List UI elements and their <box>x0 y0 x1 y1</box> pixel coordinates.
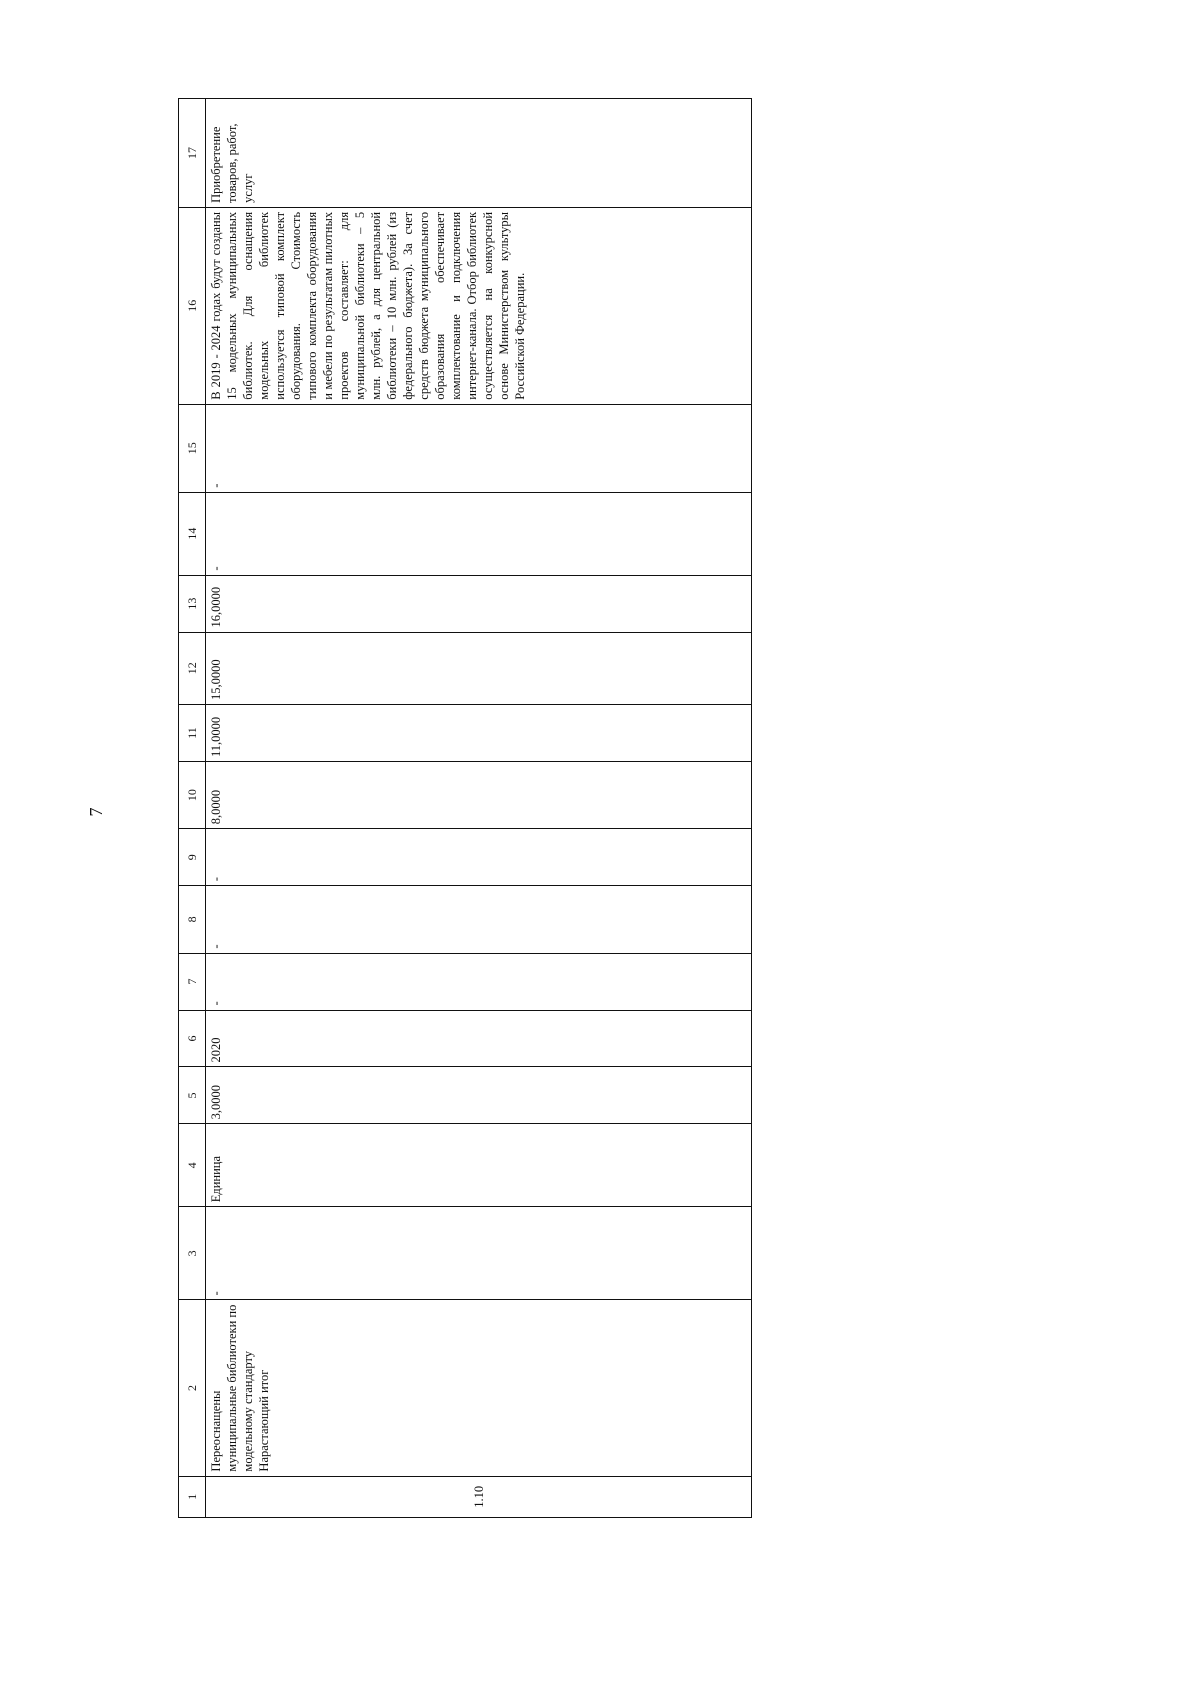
col9-cell: - <box>206 829 752 886</box>
notes-cell: В 2019 - 2024 годах будут созданы 15 модельных муниципальных библиотек. Для оснащения модельных библиотек используется типовой комплект оборудования. Стоимость типового комплекта оборудования и мебели по результатам пилотных проектов составляет: для муниципальной библиотеки – 5 млн. рублей, а для центральной библиотеки – 10 млн. рублей (из федерального бюджета). За счет средств бюджета муниципального образования обеспечивает комплектование и подключения интернет-канала. Отбор библиотек осуществляется на конкурсной основе Министерством культуры Российской Федерации. <box>206 207 752 404</box>
row-number-cell: 1.10 <box>206 1476 752 1517</box>
col15-cell: - <box>206 404 752 492</box>
column-header-4: 4 <box>179 1124 206 1207</box>
base-year-cell: 2020 <box>206 1010 752 1067</box>
col3-cell: - <box>206 1207 752 1300</box>
column-header-7: 7 <box>179 953 206 1010</box>
rotated-table-container <box>178 98 752 1518</box>
column-header-3: 3 <box>179 1207 206 1300</box>
col17-cell: Приобретение товаров, работ, услуг <box>206 99 752 208</box>
header-row <box>179 99 206 1518</box>
column-header-16: 16 <box>179 207 206 404</box>
column-header-17: 17 <box>179 99 206 208</box>
unit-cell: Единица <box>206 1124 752 1207</box>
column-header-11: 11 <box>179 705 206 762</box>
indicator-cell: Переоснащены муниципальные библиотеки по модельному стандарту Нарастающий итог <box>206 1300 752 1476</box>
column-header-9: 9 <box>179 829 206 886</box>
col8-cell: - <box>206 886 752 953</box>
page-number: 7 <box>86 807 106 817</box>
column-header-5: 5 <box>179 1067 206 1124</box>
column-header-8: 8 <box>179 886 206 953</box>
table-row <box>206 99 752 1518</box>
column-header-14: 14 <box>179 492 206 575</box>
data-table <box>178 98 752 1518</box>
col13-cell: 16,0000 <box>206 575 752 632</box>
column-header-13: 13 <box>179 575 206 632</box>
base-value-cell: 3,0000 <box>206 1067 752 1124</box>
column-header-10: 10 <box>179 761 206 828</box>
col7-cell: - <box>206 953 752 1010</box>
column-header-15: 15 <box>179 404 206 492</box>
column-header-6: 6 <box>179 1010 206 1067</box>
col11-cell: 11,0000 <box>206 705 752 762</box>
column-header-1: 1 <box>179 1476 206 1517</box>
column-header-2: 2 <box>179 1300 206 1476</box>
col12-cell: 15,0000 <box>206 632 752 705</box>
col14-cell: - <box>206 492 752 575</box>
col10-cell: 8,0000 <box>206 761 752 828</box>
column-header-12: 12 <box>179 632 206 705</box>
